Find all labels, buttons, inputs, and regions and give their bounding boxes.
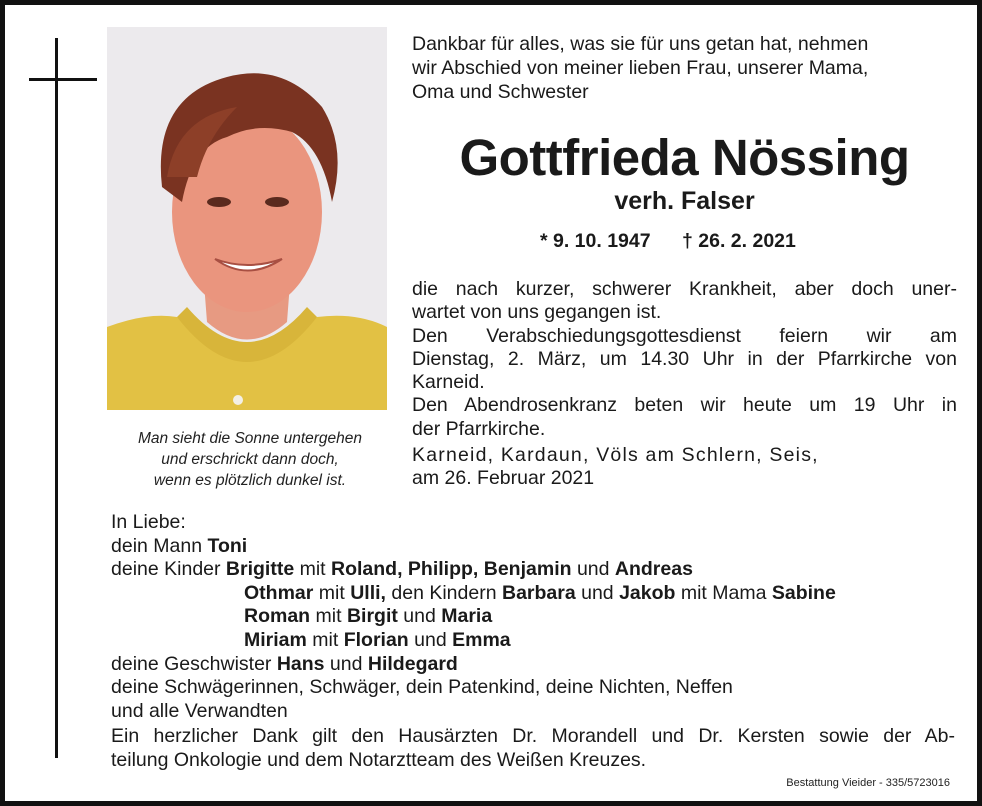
child-name: Roman <box>244 605 311 628</box>
notice-line: Den Abendrosenkranz beten wir heute um 19 Uhr in <box>412 394 957 417</box>
intro-line: Oma und Schwester <box>412 81 589 103</box>
motto-line: wenn es plötzlich dunkel ist. <box>153 472 347 489</box>
notice-line: wartet von uns gegangen ist. <box>412 301 662 324</box>
connector-text: und <box>408 628 453 651</box>
notice-line: Dienstag, 2. März, um 14.30 Uhr in der Pfarrkirche von <box>412 347 957 370</box>
family-inlaws: deine Schwägerinnen, Schwäger, dein Patenkind, deine Nichten, Neffen <box>111 676 733 699</box>
family-children-4 <box>111 629 961 653</box>
family-children-3 <box>111 605 961 629</box>
deceased-name: Gottfrieda Nössing <box>459 129 910 186</box>
relative-name: Birgit <box>346 605 398 628</box>
connector-text: mit <box>294 558 332 581</box>
portrait-illustration <box>107 27 387 410</box>
family-children-1 <box>111 558 961 582</box>
motto-quote <box>100 428 400 491</box>
thanks-line: Ein herzlicher Dank gilt den Hausärzten Dr. Morandell und Dr. Kersten sowie der Ab- <box>111 725 955 747</box>
connector-text: und <box>397 605 442 628</box>
relative-name: Maria <box>441 605 493 628</box>
notice-text <box>412 278 957 491</box>
sibling-name: Hildegard <box>367 652 458 675</box>
intro-line: Dankbar für alles, was sie für uns getan hat, nehmen <box>412 33 869 55</box>
relative-names: Roland, Philipp, Benjamin <box>331 558 572 581</box>
connector-text: den Kindern <box>385 581 502 604</box>
death-date: † 26. 2. 2021 <box>682 230 796 252</box>
date-line: am 26. Februar 2021 <box>412 467 595 490</box>
connector-text: mit <box>310 605 347 628</box>
family-children-2 <box>111 582 961 606</box>
relative-name: Florian <box>343 628 409 651</box>
funeral-home-credit: Bestattung Vieider - 335/5723016 <box>786 777 950 789</box>
married-name: verh. Falser <box>614 187 755 215</box>
relative-name: Jakob <box>619 581 676 604</box>
connector-text: und <box>575 581 620 604</box>
husband-name: Toni <box>207 534 248 557</box>
label-text: deine Geschwister <box>111 652 277 675</box>
connector-text: mit <box>306 628 344 651</box>
relative-name: Barbara <box>501 581 576 604</box>
notice-line: die nach kurzer, schwerer Krankheit, aber doch uner- <box>412 278 957 300</box>
connector-text: mit Mama <box>675 581 772 604</box>
life-dates <box>540 229 796 253</box>
relative-name: Emma <box>452 628 511 651</box>
motto-line: und erschrickt dann doch, <box>161 451 339 468</box>
thanks-line: teilung Onkologie und dem Notarztteam des Weißen Kreuzes. <box>111 748 647 771</box>
relative-name: Ulli, <box>350 581 386 604</box>
family-siblings <box>111 653 961 677</box>
relative-name: Sabine <box>771 581 836 604</box>
notice-line: der Pfarrkirche. <box>412 417 546 440</box>
motto-line: Man sieht die Sonne untergehen <box>137 430 363 447</box>
connector-text: und <box>571 558 615 581</box>
notice-line: Karneid. <box>412 371 485 394</box>
connector-text: mit <box>313 581 351 604</box>
label-text: deine Kinder <box>111 558 226 581</box>
relative-name: Andreas <box>614 558 693 581</box>
label-text: dein Mann <box>111 534 208 557</box>
intro-line: wir Abschied von meiner lieben Frau, unserer Mama, <box>412 57 869 79</box>
intro-text <box>412 32 957 104</box>
family-list <box>111 511 961 723</box>
connector-text: und <box>324 652 368 675</box>
sibling-name: Hans <box>276 652 325 675</box>
place-line: Karneid, Kardaun, Völs am Schlern, Seis, <box>412 444 819 467</box>
cross-icon-bar <box>29 78 97 81</box>
family-heading: In Liebe: <box>111 511 186 533</box>
portrait-photo <box>107 27 387 410</box>
child-name: Othmar <box>244 581 314 604</box>
thanks-text <box>111 725 955 772</box>
notice-line: Den Verabschiedungsgottesdienst feiern wir am <box>412 324 957 347</box>
child-name: Brigitte <box>225 558 295 581</box>
family-relatives: und alle Verwandten <box>111 699 288 722</box>
cross-icon <box>55 38 58 758</box>
birth-date: * 9. 10. 1947 <box>540 230 651 252</box>
family-husband <box>111 535 961 559</box>
child-name: Miriam <box>244 628 307 651</box>
